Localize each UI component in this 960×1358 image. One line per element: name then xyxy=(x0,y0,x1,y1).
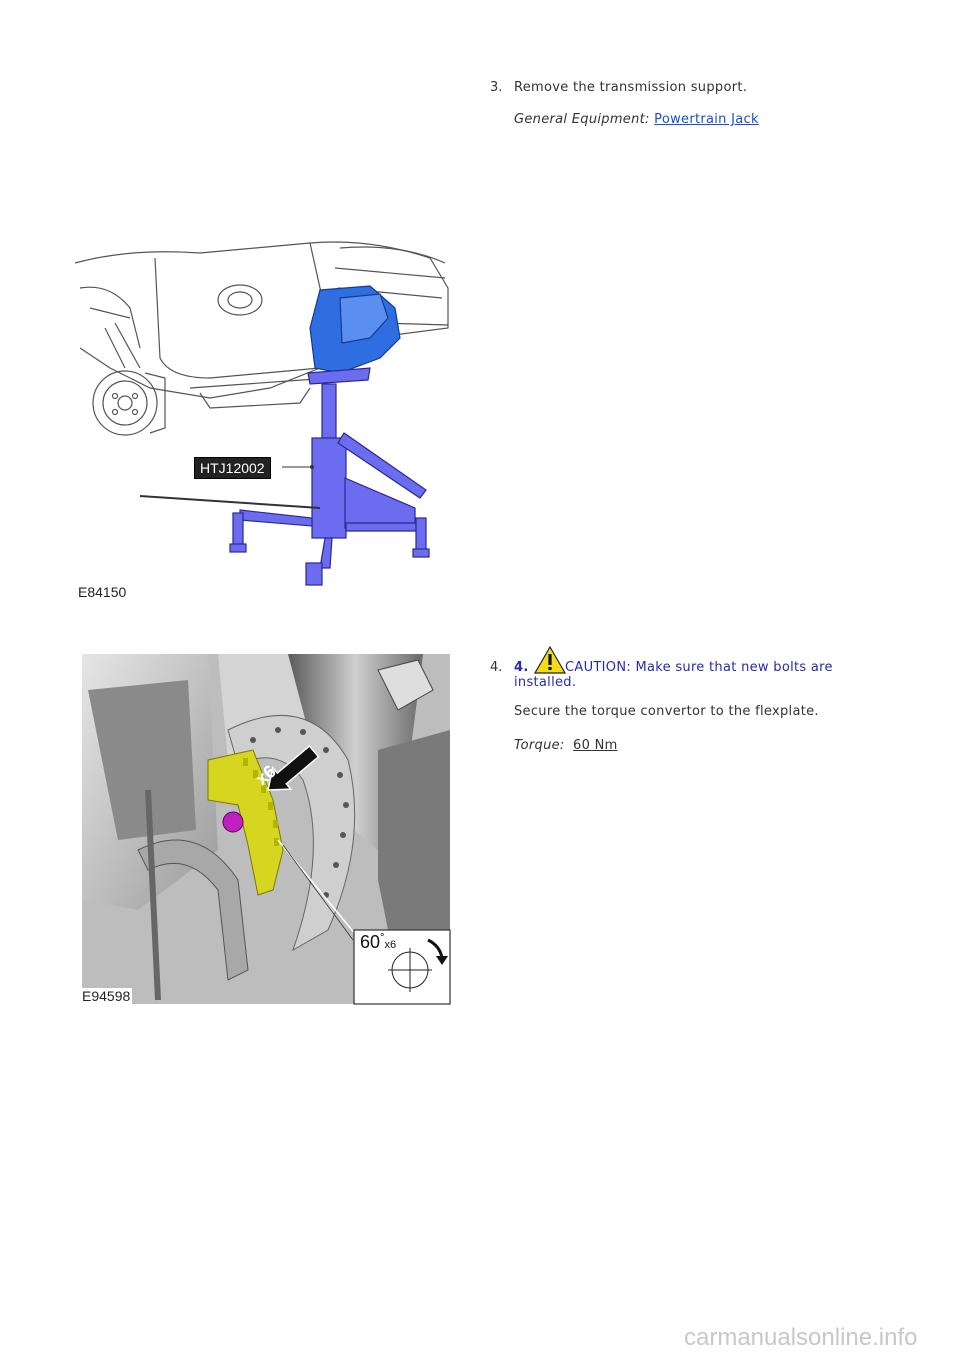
torque-badge-value: 60 xyxy=(360,932,381,952)
step-4-caution xyxy=(514,660,844,690)
figure-2-id: E94598 xyxy=(82,988,131,1004)
warning-icon xyxy=(534,646,566,678)
torque-label: Torque: xyxy=(514,738,565,753)
transmission-support-illustration xyxy=(70,228,460,608)
callout-qty: x6 xyxy=(251,761,280,790)
caution-text-2: installed. xyxy=(514,675,577,690)
tool-label-htj12002: HTJ12002 xyxy=(194,457,271,479)
figure-transmission-support xyxy=(70,228,460,608)
step-4-text: Secure the torque convertor to the flexplate. xyxy=(514,704,819,719)
step-4-bold-number: 4. xyxy=(514,660,529,675)
step-3-text: Remove the transmission support. xyxy=(514,80,748,95)
step-4-number: 4. xyxy=(490,660,503,675)
step-4-torque xyxy=(514,738,618,753)
torque-value: 60 Nm xyxy=(573,738,618,753)
caution-text: CAUTION: Make sure that new bolts are xyxy=(565,660,833,675)
watermark: carmanualsonline.info xyxy=(684,1324,918,1351)
powertrain-jack-link[interactable]: Powertrain Jack xyxy=(654,112,759,127)
step-3-equipment xyxy=(514,112,759,127)
torque-badge: 60°x6 xyxy=(360,932,397,952)
torque-badge-qty: x6 xyxy=(384,939,397,951)
figure-1-id: E84150 xyxy=(78,584,127,600)
figure-torque-convertor xyxy=(78,650,453,1010)
step-3-number: 3. xyxy=(490,80,503,95)
equipment-label: General Equipment: xyxy=(514,112,650,127)
torque-convertor-illustration xyxy=(78,650,453,1005)
